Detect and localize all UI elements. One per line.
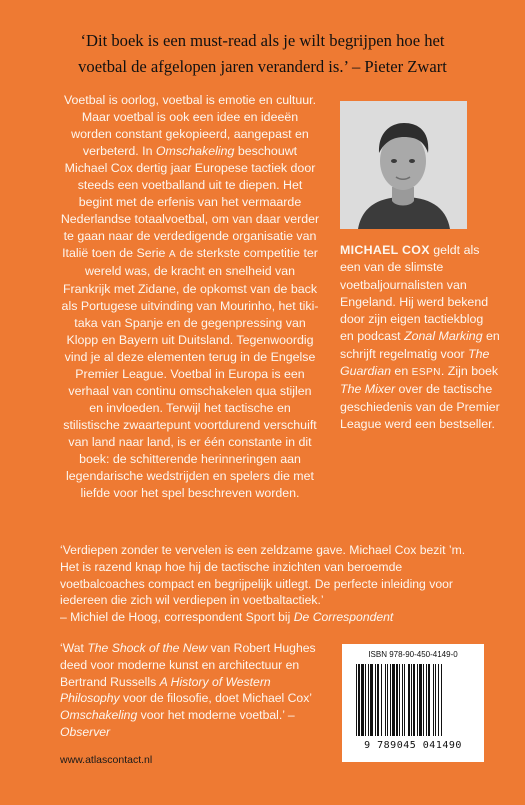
isbn-number: ISBN 978-90-450-4149-0 xyxy=(368,650,458,659)
review-2-text: ‘Wat xyxy=(60,641,88,655)
barcode-bar xyxy=(433,664,434,736)
barcode-bar xyxy=(419,664,422,736)
barcode-bar xyxy=(396,664,398,736)
review-2-text: voor het moderne voetbal.’ – xyxy=(137,708,295,723)
barcode-bar xyxy=(385,664,386,736)
barcode-bar xyxy=(381,664,382,736)
bio-text: geldt als een van de slimste voetbaljournalisten van Engeland. Hij werd bekend door zijn eigen tactiekblog en podcast xyxy=(340,243,489,344)
review-1-source: De Correspondent xyxy=(293,610,394,625)
barcode-bar xyxy=(377,664,379,736)
barcode-bars xyxy=(356,664,470,738)
blurb-text: Voetbal is oorlog, voetbal is emotie en cultuur. Maar voetbal is ook een idee en ideeën worden constant gekopieerd, aangepast en verbeterd. In xyxy=(63,93,317,159)
barcode-bar xyxy=(441,664,442,736)
tagline-line-2: voetbal de afgelopen jaren veranderd is.’ – Pieter Zwart xyxy=(78,57,447,76)
barcode-bar xyxy=(370,664,373,736)
author-name: MICHAEL COX xyxy=(340,243,430,257)
review-1-text: ‘Verdiepen zonder te vervelen is een zeldzame gave. Michael Cox bezit ’m. Het is razend knap hoe hij de tactische inzichten van beroemde voetbalcoaches compact en begrijpelijk uitlegt. De perfecte inleiding voor iedereen die zich wil verdiepen in voetbaltactiek.’ xyxy=(60,543,466,608)
author-bio xyxy=(340,242,500,433)
barcode-bar xyxy=(390,664,391,736)
review-2-text: van Robert Hughes deed voor moderne kunst en architectuur en Bertrand Russells xyxy=(60,641,316,689)
barcode-bar xyxy=(387,664,388,736)
review-2-source: Observer xyxy=(60,724,111,739)
barcode-bar xyxy=(356,664,357,736)
barcode-bar xyxy=(368,664,369,736)
bio-espn: ESPN xyxy=(411,367,441,379)
bio-text: . Zijn boek xyxy=(440,364,499,379)
tagline-line-1: ‘Dit boek is een must-read als je wilt begrijpen hoe het xyxy=(80,31,445,50)
barcode-bar xyxy=(428,664,430,736)
barcode-bar xyxy=(426,664,427,736)
review-2-title-3: Omschakeling xyxy=(60,708,138,723)
barcode xyxy=(342,644,484,762)
blurb-text: de sterkste competitie ter wereld was, de kracht en snelheid van Frankrijk met Zidane, de opkomst van de back als Portugese uitvinding van Mourinho, het tiki-taka van Spanje en de gegenpressing van Klopp en Bayern uit Duitsland. Tegenwoordig vind je al deze elementen terug in de Engelse Premier League. Voetbal in Europa is een verhaal van continu omschakelen qua stijlen en invloeden. Terwijl het tactische en stilistische zwaartepunt voortdurend verschuift van land naar land, is er één constante in dit boek: de schitterende herinneringen aan legendarische wedstrijden en spelers die met liefde voor het spel beschreven worden. xyxy=(61,246,319,501)
bio-book-title: The Mixer xyxy=(340,382,396,397)
review-quote-1 xyxy=(60,542,480,626)
barcode-bar xyxy=(413,664,415,736)
barcode-bar xyxy=(402,664,403,736)
barcode-number: 9 789045 041490 xyxy=(364,740,462,751)
author-portrait-image xyxy=(340,101,467,229)
review-1-attribution: – Michiel de Hoog, correspondent Sport bij xyxy=(60,610,294,625)
barcode-bar xyxy=(392,664,395,736)
bio-blog-title: Zonal Marking xyxy=(404,329,483,344)
bio-newspaper-title: The Guardian xyxy=(340,346,490,379)
barcode-bar xyxy=(408,664,410,736)
bio-text: en xyxy=(390,364,412,379)
publisher-website[interactable]: www.atlascontact.nl xyxy=(60,754,153,766)
tagline-quote xyxy=(0,28,525,80)
barcode-bar xyxy=(411,664,412,736)
review-2-title-2: A History of Western Philosophy xyxy=(60,674,271,706)
barcode-bar xyxy=(438,664,439,736)
barcode-bar xyxy=(358,664,360,736)
barcode-bar xyxy=(365,664,366,736)
bio-text: over de tactische geschiedenis van de Premier League werd een bestseller. xyxy=(340,382,500,431)
barcode-bar xyxy=(399,664,400,736)
barcode-bar xyxy=(361,664,364,736)
bio-text: en schrijft regelmatig voor xyxy=(340,329,500,361)
book-blurb xyxy=(60,92,320,502)
review-2-text: voor de filosofie, doet Michael Cox’ xyxy=(119,691,312,706)
blurb-serie-a: A xyxy=(168,249,177,261)
barcode-bar xyxy=(417,664,418,736)
barcode-bar xyxy=(404,664,405,736)
barcode-bar xyxy=(435,664,436,736)
author-photo xyxy=(340,101,467,229)
review-2-title-1: The Shock of the New xyxy=(87,641,208,655)
barcode-bar xyxy=(423,664,424,736)
barcode-bar xyxy=(375,664,376,736)
blurb-text: beschouwt Michael Cox dertig jaar Europese tactiek door steeds een voetballand uit te diepen. Het begint met de erfenis van het vermaarde Nederlandse totaalvoetbal, om van daar verder te gaan naar de verdedigende organisatie van Italië toen de Serie xyxy=(60,144,320,261)
review-quote-2 xyxy=(60,640,330,741)
blurb-book-title: Omschakeling xyxy=(155,144,235,159)
